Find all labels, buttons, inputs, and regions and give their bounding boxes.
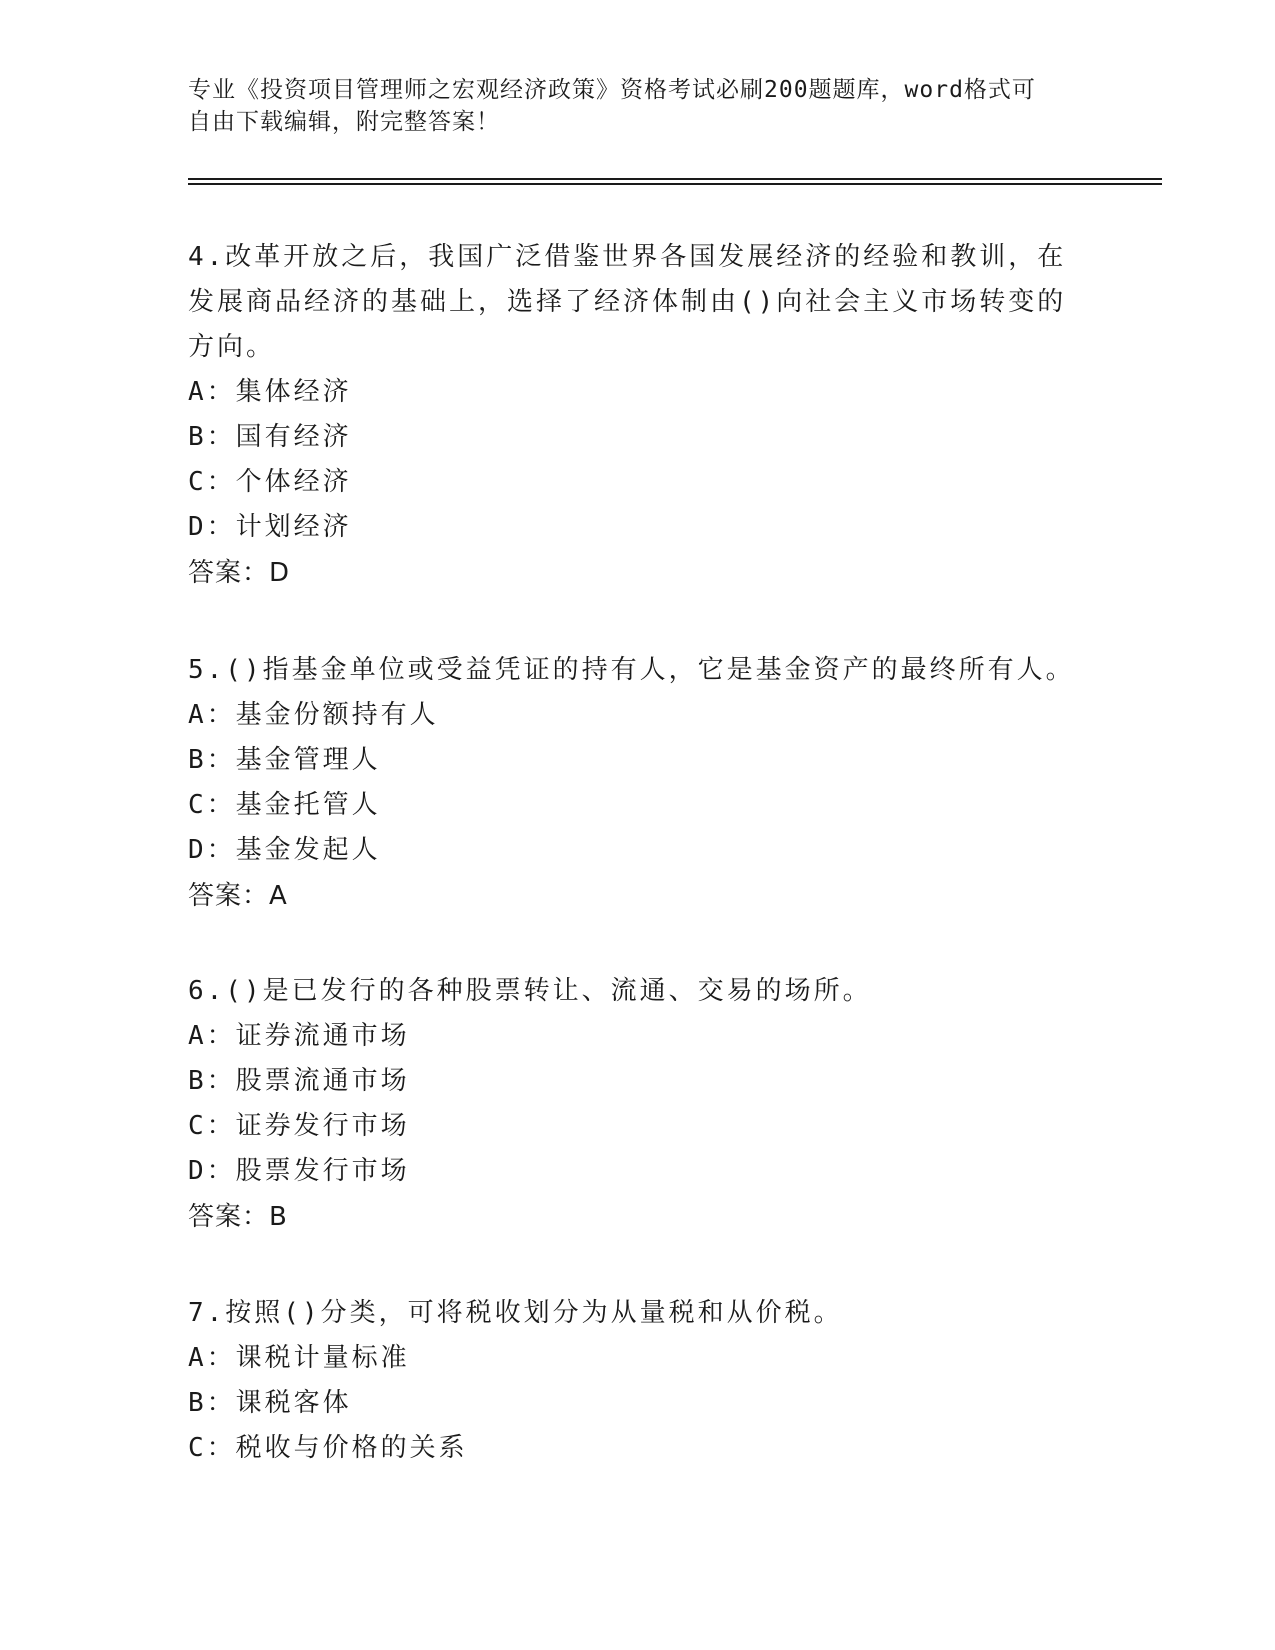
question-stem-line: 方向。 bbox=[188, 332, 276, 362]
option-a: A：课税计量标准 bbox=[188, 1343, 410, 1373]
option-b: B：股票流通市场 bbox=[188, 1066, 410, 1096]
question-block bbox=[188, 648, 1088, 919]
question-block bbox=[188, 1291, 1088, 1471]
option-c: C：个体经济 bbox=[188, 467, 352, 497]
option-d: D：股票发行市场 bbox=[188, 1156, 410, 1186]
option-a: A：证券流通市场 bbox=[188, 1021, 410, 1051]
header-line-2: 自由下载编辑，附完整答案！ bbox=[188, 109, 500, 135]
question-stem-line: 5.()指基金单位或受益凭证的持有人，它是基金资产的最终所有人。 bbox=[188, 655, 1075, 685]
document-header bbox=[188, 74, 1078, 138]
header-divider-bottom bbox=[188, 183, 1162, 185]
option-c: C：税收与价格的关系 bbox=[188, 1433, 468, 1463]
question-stem-line: 4.改革开放之后，我国广泛借鉴世界各国发展经济的经验和教训，在 bbox=[188, 242, 1067, 272]
option-b: B：国有经济 bbox=[188, 422, 352, 452]
answer-line: 答案：B bbox=[188, 1202, 288, 1232]
option-a: A：集体经济 bbox=[188, 377, 352, 407]
question-block bbox=[188, 235, 1088, 596]
option-b: B：基金管理人 bbox=[188, 745, 381, 775]
question-stem-line: 7.按照()分类，可将税收划分为从量税和从价税。 bbox=[188, 1298, 843, 1328]
option-d: D：计划经济 bbox=[188, 512, 352, 542]
header-line-1: 专业《投资项目管理师之宏观经济政策》资格考试必刷200题题库，word格式可 bbox=[188, 77, 1036, 103]
option-d: D：基金发起人 bbox=[188, 835, 381, 865]
question-block bbox=[188, 969, 1088, 1240]
option-c: C：证券发行市场 bbox=[188, 1111, 410, 1141]
answer-line: 答案：A bbox=[188, 881, 288, 911]
question-stem-line: 6.()是已发行的各种股票转让、流通、交易的场所。 bbox=[188, 976, 872, 1006]
question-stem-line: 发展商品经济的基础上，选择了经济体制由()向社会主义市场转变的 bbox=[188, 287, 1067, 317]
option-c: C：基金托管人 bbox=[188, 790, 381, 820]
option-b: B：课税客体 bbox=[188, 1388, 352, 1418]
header-divider-top bbox=[188, 178, 1162, 180]
option-a: A：基金份额持有人 bbox=[188, 700, 439, 730]
answer-line: 答案：D bbox=[188, 558, 291, 588]
